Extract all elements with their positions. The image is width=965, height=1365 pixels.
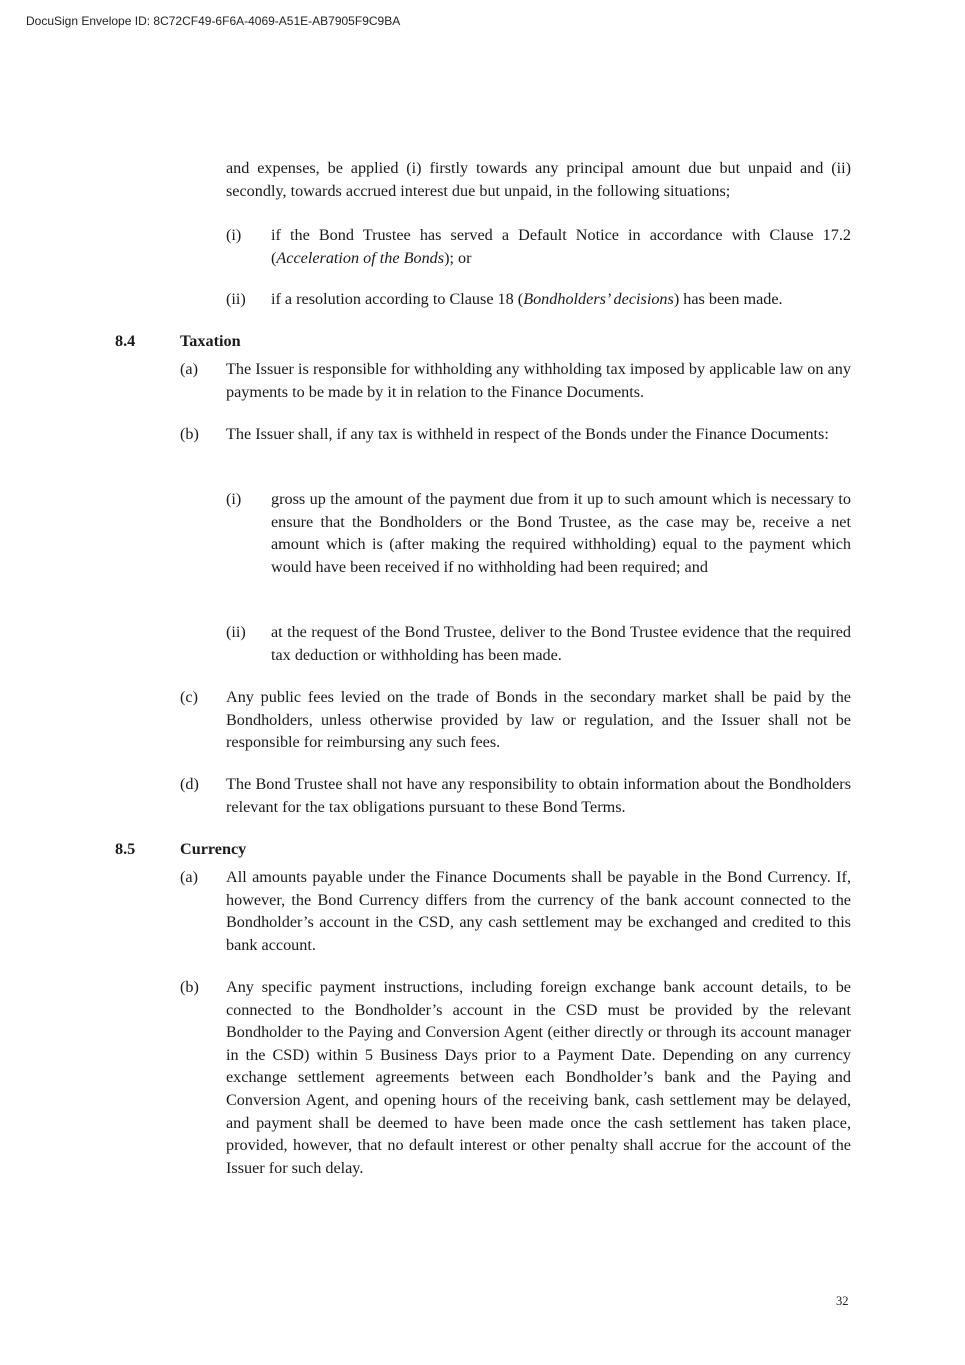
intro-item-i-post: ); or [444, 248, 472, 267]
s84-a-label: (a) [180, 360, 198, 378]
intro-item-ii-pre: if a resolution according to Clause 18 ( [271, 290, 524, 308]
section-8-4-title: Taxation [180, 332, 241, 350]
intro-item-i-label: (i) [226, 226, 242, 244]
s84-b-ii-label: (ii) [226, 623, 246, 641]
intro-item-i-pre: if the Bond Trustee has served a Default Notice in accordance with Clause 17.2 ( [271, 226, 851, 267]
s84-b-ii-text: at the request of the Bond Trustee, deliver to the Bond Trustee evidence that the required tax deduction or withholding has been made. [271, 623, 851, 664]
intro-item-i-text [271, 224, 851, 269]
s84-d-label: (d) [180, 775, 199, 793]
s84-b-label: (b) [180, 425, 199, 443]
s84-b-text: The Issuer shall, if any tax is withheld in respect of the Bonds under the Finance Documents: [226, 425, 829, 443]
s84-c-label: (c) [180, 688, 198, 706]
intro-paragraph: and expenses, be applied (i) firstly towards any principal amount due but unpaid and (ii) secondly, towards accrued interest due but unpaid, in the following situations; [226, 159, 851, 200]
section-8-5-number: 8.5 [115, 840, 136, 858]
s84-a-text: The Issuer is responsible for withholding any withholding tax imposed by applicable law on any payments to be made by it in relation to the Finance Documents. [226, 360, 851, 401]
s85-a-text: All amounts payable under the Finance Documents shall be payable in the Bond Currency. If, however, the Bond Currency differs from the currency of the bank account connected to the Bondholder’s account in the CSD, any cash settlement may be exchanged and credited to this bank account. [226, 868, 851, 954]
intro-item-ii-post: ) has been made. [673, 290, 783, 308]
intro-item-ii-text [271, 288, 851, 311]
s84-d-text: The Bond Trustee shall not have any responsibility to obtain information about the Bondholders relevant for the tax obligations pursuant to these Bond Terms. [226, 775, 851, 816]
section-8-5-title: Currency [180, 840, 247, 858]
intro-item-ii-label: (ii) [226, 290, 246, 308]
intro-item-ii-italic: Bondholders’ decisions [523, 290, 674, 308]
s84-c-text: Any public fees levied on the trade of Bonds in the secondary market shall be paid by the Bondholders, unless otherwise provided by law or regulation, and the Issuer shall not be responsible for reimbursing any such fees. [226, 688, 851, 752]
intro-item-i-italic: Acceleration of the Bonds [276, 248, 445, 267]
s85-a-label: (a) [180, 868, 198, 886]
s85-b-label: (b) [180, 978, 199, 996]
section-8-4-number: 8.4 [115, 332, 136, 350]
page-number: 32 [836, 1294, 849, 1308]
s84-b-i-label: (i) [226, 490, 242, 508]
s84-b-i-text: gross up the amount of the payment due from it up to such amount which is necessary to ensure that the Bondholders or the Bond Trustee, as the case may be, receive a net amount which is (after making the required withholding) equal to the payment which would have been received if no withholding had been required; and [271, 490, 851, 576]
docusign-envelope-id: DocuSign Envelope ID: 8C72CF49-6F6A-4069-A51E-AB7905F9C9BA [26, 14, 401, 28]
s85-b-text: Any specific payment instructions, including foreign exchange bank account details, to be connected to the Bondholder’s account in the CSD must be provided by the relevant Bondholder to the Paying and Conversion Agent (either directly or through its account manager in the CSD) within 5 Business Days prior to a Payment Date. Depending on any currency exchange settlement agreements between each Bondholder’s bank and the Paying and Conversion Agent, and opening hours of the receiving bank, cash settlement may be delayed, and payment shall be deemed to have been made once the cash settlement has taken place, provided, however, that no default interest or other penalty shall accrue for the account of the Issuer for such delay. [226, 978, 851, 1177]
